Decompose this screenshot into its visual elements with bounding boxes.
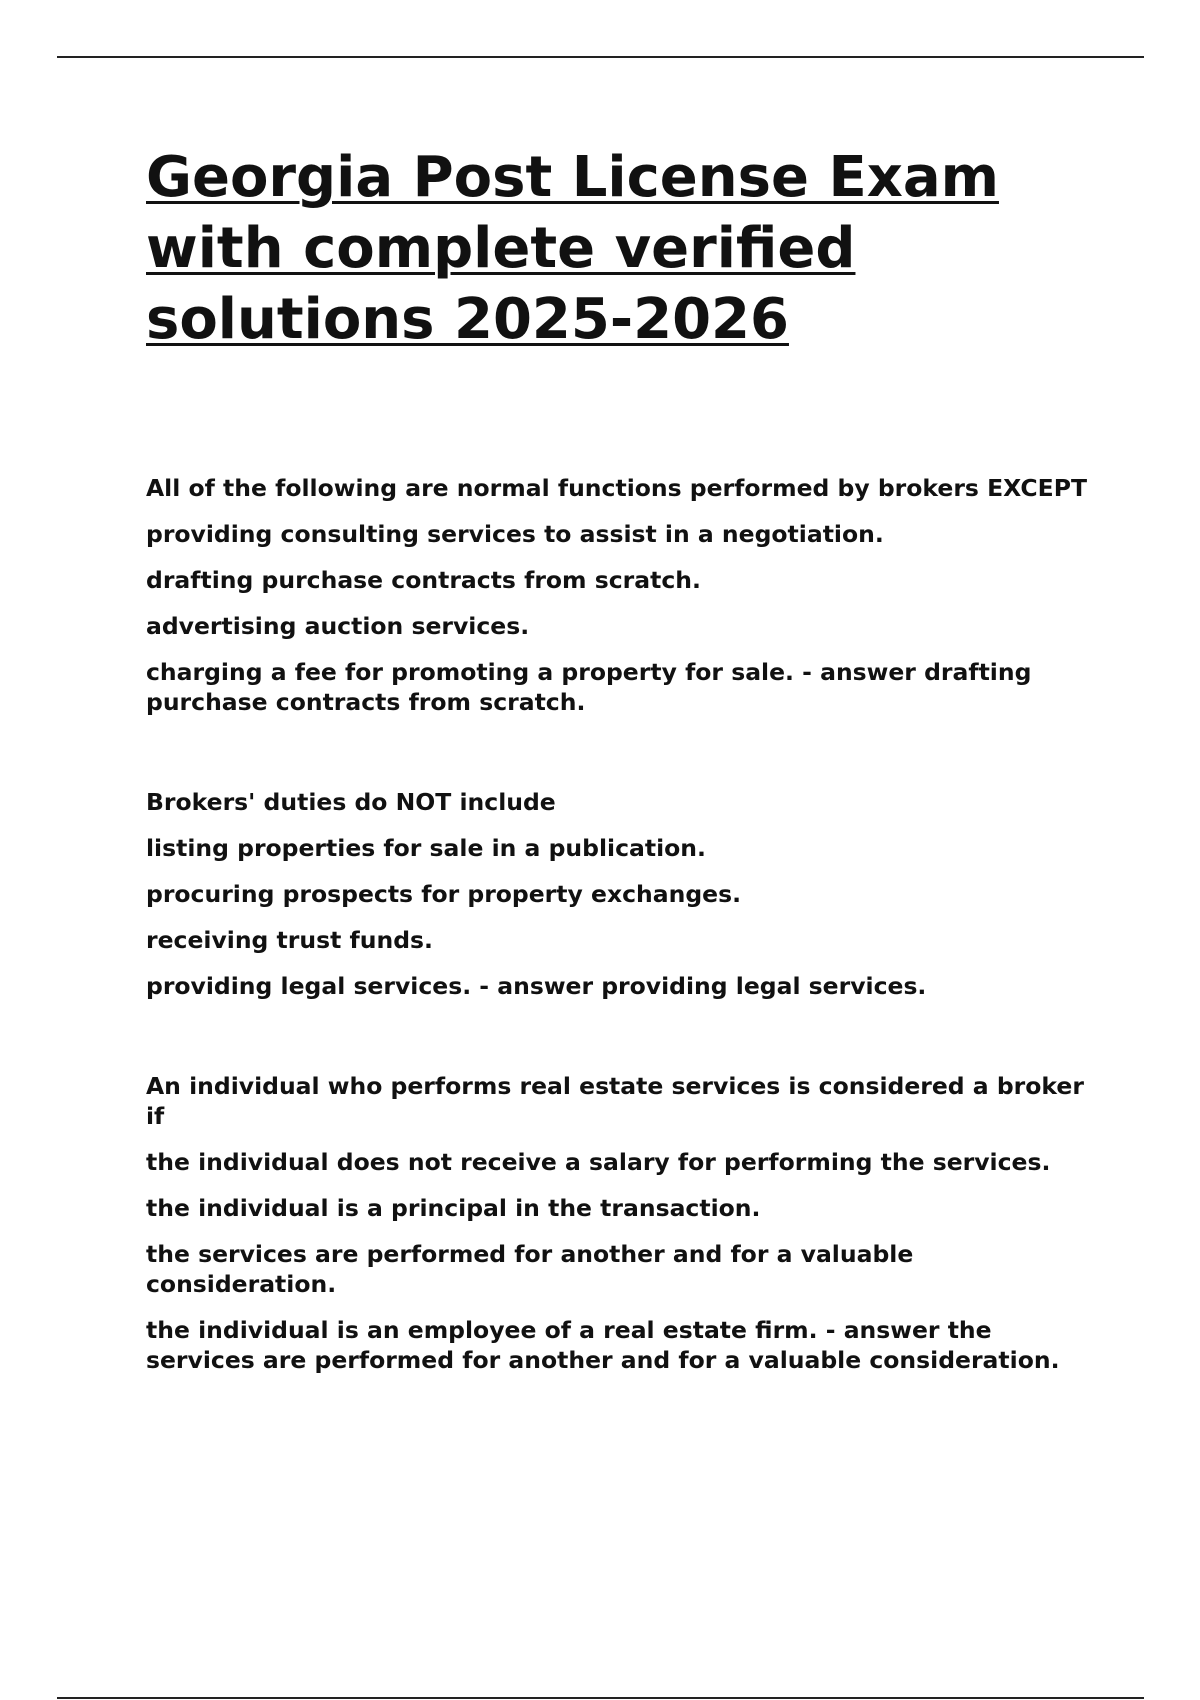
question-block-2: [146, 787, 1106, 1001]
answer-option-with-solution: the individual is an employee of a real estate firm. - answer the services are performed for another and for a valuable consideration.: [146, 1316, 1060, 1374]
question-text: An individual who performs real estate services is considered a broker if: [146, 1072, 1084, 1130]
question-block-3: [146, 1071, 1106, 1375]
answer-option: the individual is a principal in the transaction.: [146, 1194, 761, 1222]
answer-option-with-solution: charging a fee for promoting a property for sale. - answer drafting purchase contracts from scratch.: [146, 658, 1032, 716]
question-block-1: [146, 473, 1106, 717]
answer-option: the individual does not receive a salary for performing the services.: [146, 1148, 1051, 1176]
answer-option: receiving trust funds.: [146, 926, 433, 954]
answer-option: the services are performed for another and for a valuable consideration.: [146, 1240, 914, 1298]
answer-option-with-solution: providing legal services. - answer providing legal services.: [146, 972, 927, 1000]
document-title: Georgia Post License Exam with complete verified solutions 2025-2026: [146, 145, 999, 352]
top-rule: [57, 56, 1144, 58]
bottom-rule: [57, 1697, 1144, 1699]
answer-option: procuring prospects for property exchanges.: [146, 880, 742, 908]
answer-option: listing properties for sale in a publication.: [146, 834, 706, 862]
question-text: All of the following are normal functions performed by brokers EXCEPT: [146, 474, 1087, 502]
document-body: [146, 142, 1106, 1391]
answer-option: drafting purchase contracts from scratch.: [146, 566, 701, 594]
answer-option: providing consulting services to assist in a negotiation.: [146, 520, 884, 548]
question-text: Brokers' duties do NOT include: [146, 788, 556, 816]
answer-option: advertising auction services.: [146, 612, 530, 640]
